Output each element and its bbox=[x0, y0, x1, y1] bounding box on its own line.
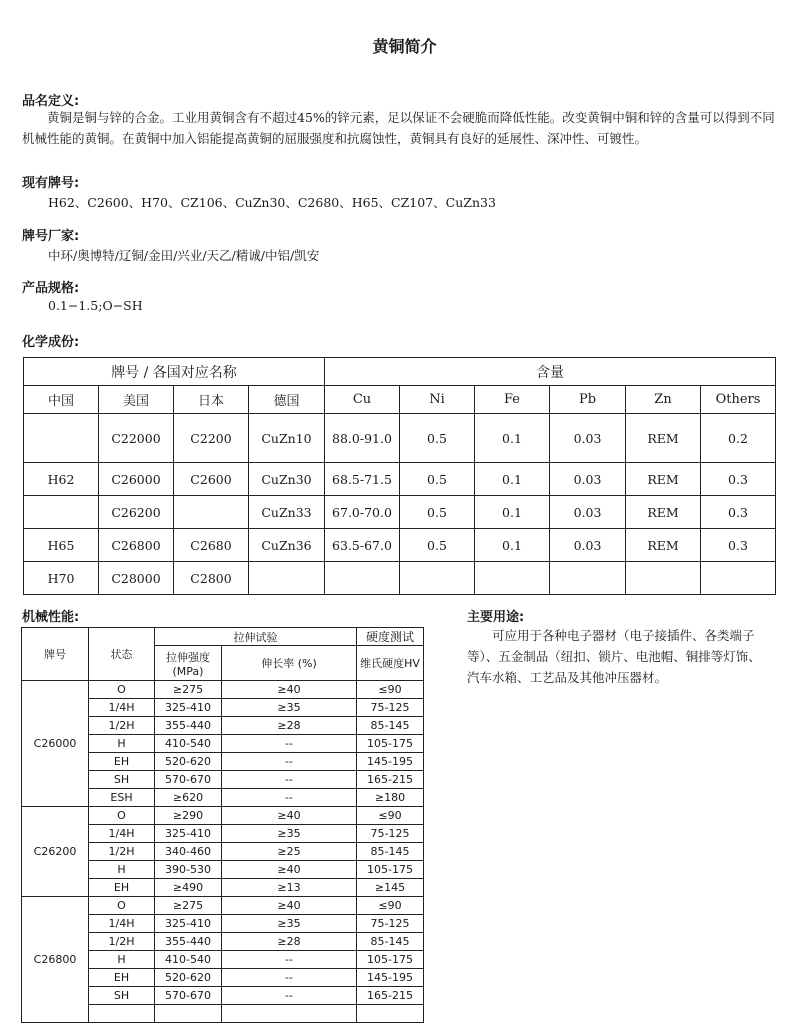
table-cell: SH bbox=[89, 771, 155, 789]
table-cell: 1/4H bbox=[89, 699, 155, 717]
table-cell: C2800 bbox=[174, 562, 249, 595]
table-cell: 1/2H bbox=[89, 933, 155, 951]
table-cell: H70 bbox=[24, 562, 99, 595]
grade-col-header: 牌号 bbox=[22, 628, 89, 681]
table-row bbox=[22, 807, 424, 825]
table-cell: 0.1 bbox=[475, 463, 550, 496]
table-cell: 85-145 bbox=[357, 933, 424, 951]
table-cell: ≥25 bbox=[222, 843, 357, 861]
table-cell: C26000 bbox=[99, 463, 174, 496]
table-cell: ≥40 bbox=[222, 897, 357, 915]
table-cell: ≤90 bbox=[357, 681, 424, 699]
page-title: 黄铜简介 bbox=[372, 37, 437, 56]
table-cell: REM bbox=[626, 496, 701, 529]
table-cell: ≤90 bbox=[357, 897, 424, 915]
table-cell: ≥180 bbox=[357, 789, 424, 807]
table-cell bbox=[626, 562, 701, 595]
table-cell: ≥35 bbox=[222, 699, 357, 717]
table-cell: H62 bbox=[24, 463, 99, 496]
table-cell: ≥13 bbox=[222, 879, 357, 897]
table-cell: CuZn33 bbox=[249, 496, 325, 529]
table-cell: CuZn36 bbox=[249, 529, 325, 562]
table-cell: 0.3 bbox=[701, 496, 776, 529]
table-cell: 0.3 bbox=[701, 463, 776, 496]
specs-text: 0.1−1.5;O−SH bbox=[48, 298, 143, 313]
table-cell bbox=[174, 496, 249, 529]
table-cell: 410-540 bbox=[155, 735, 222, 753]
col-header: Ni bbox=[400, 386, 475, 414]
table-cell: 1/2H bbox=[89, 717, 155, 735]
table-cell: REM bbox=[626, 414, 701, 463]
table-cell: H bbox=[89, 951, 155, 969]
content-group-header: 含量 bbox=[325, 358, 776, 386]
table-cell: 355-440 bbox=[155, 933, 222, 951]
col-header: Pb bbox=[550, 386, 626, 414]
grade-cell: C26200 bbox=[22, 807, 89, 897]
table-cell: 1/4H bbox=[89, 825, 155, 843]
table-cell bbox=[222, 1005, 357, 1023]
table-cell: 68.5-71.5 bbox=[325, 463, 400, 496]
table-cell: 145-195 bbox=[357, 969, 424, 987]
table-cell: C22000 bbox=[99, 414, 174, 463]
table-row bbox=[22, 681, 424, 699]
table-cell: 520-620 bbox=[155, 969, 222, 987]
table-cell: ≥28 bbox=[222, 717, 357, 735]
table-cell: O bbox=[89, 807, 155, 825]
table-cell: -- bbox=[222, 753, 357, 771]
table-cell bbox=[155, 1005, 222, 1023]
table-cell: ≥40 bbox=[222, 861, 357, 879]
table-cell: H bbox=[89, 735, 155, 753]
table-cell: 63.5-67.0 bbox=[325, 529, 400, 562]
state-col-header: 状态 bbox=[89, 628, 155, 681]
table-cell: C2680 bbox=[174, 529, 249, 562]
col-header: Fe bbox=[475, 386, 550, 414]
table-cell: ≥275 bbox=[155, 681, 222, 699]
table-cell: 85-145 bbox=[357, 717, 424, 735]
table-cell: 105-175 bbox=[357, 861, 424, 879]
table-cell bbox=[24, 414, 99, 463]
specs-heading: 产品规格: bbox=[22, 281, 80, 296]
table-cell: ≥275 bbox=[155, 897, 222, 915]
table-cell: 0.1 bbox=[475, 496, 550, 529]
table-cell: 105-175 bbox=[357, 951, 424, 969]
table-cell: 325-410 bbox=[155, 825, 222, 843]
table-cell: 0.03 bbox=[550, 463, 626, 496]
table-cell: 325-410 bbox=[155, 699, 222, 717]
definition-heading: 品名定义: bbox=[22, 94, 80, 109]
table-cell bbox=[701, 562, 776, 595]
table-cell: ≥35 bbox=[222, 825, 357, 843]
table-cell: -- bbox=[222, 789, 357, 807]
table-cell: 570-670 bbox=[155, 771, 222, 789]
table-cell bbox=[249, 562, 325, 595]
table-cell: CuZn30 bbox=[249, 463, 325, 496]
hardness-group-header: 硬度测试 bbox=[357, 628, 424, 646]
chemistry-heading: 化学成份: bbox=[22, 335, 80, 350]
table-cell: REM bbox=[626, 529, 701, 562]
table-cell: 340-460 bbox=[155, 843, 222, 861]
table-cell bbox=[357, 1005, 424, 1023]
table-cell: ≤90 bbox=[357, 807, 424, 825]
table-cell: 105-175 bbox=[357, 735, 424, 753]
definition-text: 黄铜是铜与锌的合金。工业用黄铜含有不超过45%的锌元素，足以保证不会硬脆而降低性能。改变黄铜中铜和锌的含量可以得到不同机械性能的黄铜。在黄铜中加入铝能提高黄铜的屈服强度和抗腐蚀性，黄铜具有良好的延展性、深冲性、可镀性。 bbox=[22, 110, 775, 146]
table-cell: H65 bbox=[24, 529, 99, 562]
table-cell: 165-215 bbox=[357, 987, 424, 1005]
table-cell: O bbox=[89, 681, 155, 699]
table-cell: ≥28 bbox=[222, 933, 357, 951]
manufacturers-heading: 牌号厂家: bbox=[22, 229, 80, 244]
table-cell: 0.03 bbox=[550, 414, 626, 463]
col-header: 德国 bbox=[249, 386, 325, 414]
uses-text: 可应用于各种电子器材（电子接插件、各类端子等）、五金制品（纽扣、锁片、电池帽、铜排等灯饰、汽车水箱、工艺品及其他冲压器材。 bbox=[467, 628, 761, 685]
grade-cell: C26800 bbox=[22, 897, 89, 1023]
table-cell: 0.5 bbox=[400, 414, 475, 463]
table-cell bbox=[475, 562, 550, 595]
table-cell: 355-440 bbox=[155, 717, 222, 735]
table-cell: ≥40 bbox=[222, 681, 357, 699]
table-cell: CuZn10 bbox=[249, 414, 325, 463]
names-group-header: 牌号 / 各国对应名称 bbox=[24, 358, 325, 386]
table-cell: 67.0-70.0 bbox=[325, 496, 400, 529]
col-header: 美国 bbox=[99, 386, 174, 414]
table-cell bbox=[325, 562, 400, 595]
tensile-group-header: 拉伸试验 bbox=[155, 628, 357, 646]
table-cell: C28000 bbox=[99, 562, 174, 595]
table-cell: ESH bbox=[89, 789, 155, 807]
table-cell: C26800 bbox=[99, 529, 174, 562]
table-cell: ≥35 bbox=[222, 915, 357, 933]
table-cell: -- bbox=[222, 771, 357, 789]
table-cell: 325-410 bbox=[155, 915, 222, 933]
table-cell: SH bbox=[89, 987, 155, 1005]
table-cell: 520-620 bbox=[155, 753, 222, 771]
table-cell: 0.03 bbox=[550, 496, 626, 529]
table-cell bbox=[550, 562, 626, 595]
table-cell: 0.5 bbox=[400, 529, 475, 562]
table-cell bbox=[400, 562, 475, 595]
table-cell: ≥290 bbox=[155, 807, 222, 825]
table-cell: 75-125 bbox=[357, 825, 424, 843]
table-cell: ≥490 bbox=[155, 879, 222, 897]
table-row bbox=[24, 463, 776, 496]
col-header: 中国 bbox=[24, 386, 99, 414]
table-cell: C2600 bbox=[174, 463, 249, 496]
grades-text: H62、C2600、H70、CZ106、CuZn30、C2680、H65、CZ107、CuZn33 bbox=[48, 195, 496, 210]
col-header: 日本 bbox=[174, 386, 249, 414]
table-cell: EH bbox=[89, 753, 155, 771]
table-cell: 85-145 bbox=[357, 843, 424, 861]
table-row bbox=[24, 562, 776, 595]
elongation-col-header: 伸长率 (%) bbox=[222, 646, 357, 681]
table-cell: 75-125 bbox=[357, 699, 424, 717]
table-cell: 145-195 bbox=[357, 753, 424, 771]
mechanical-heading: 机械性能: bbox=[22, 610, 80, 625]
table-cell: EH bbox=[89, 879, 155, 897]
table-row bbox=[24, 414, 776, 463]
table-cell: ≥620 bbox=[155, 789, 222, 807]
table-cell: 410-540 bbox=[155, 951, 222, 969]
strength-col-header: 拉伸强度 (MPa) bbox=[155, 646, 222, 681]
table-cell: 88.0-91.0 bbox=[325, 414, 400, 463]
table-cell bbox=[89, 1005, 155, 1023]
table-cell: H bbox=[89, 861, 155, 879]
table-cell bbox=[24, 496, 99, 529]
table-cell: 0.1 bbox=[475, 529, 550, 562]
table-cell: -- bbox=[222, 951, 357, 969]
chemical-composition-table bbox=[23, 357, 776, 595]
table-cell: ≥145 bbox=[357, 879, 424, 897]
table-cell: 0.2 bbox=[701, 414, 776, 463]
col-header: Zn bbox=[626, 386, 701, 414]
table-cell: C26200 bbox=[99, 496, 174, 529]
grades-heading: 现有牌号: bbox=[22, 176, 80, 191]
uses-heading: 主要用途: bbox=[467, 610, 525, 625]
table-cell: -- bbox=[222, 969, 357, 987]
col-header: Others bbox=[701, 386, 776, 414]
table-cell: -- bbox=[222, 987, 357, 1005]
table-cell: ≥40 bbox=[222, 807, 357, 825]
table-cell: C2200 bbox=[174, 414, 249, 463]
table-row bbox=[22, 897, 424, 915]
grade-cell: C26000 bbox=[22, 681, 89, 807]
col-header: Cu bbox=[325, 386, 400, 414]
table-cell: 165-215 bbox=[357, 771, 424, 789]
table-cell: 75-125 bbox=[357, 915, 424, 933]
table-cell: 390-530 bbox=[155, 861, 222, 879]
table-cell: 0.5 bbox=[400, 463, 475, 496]
table-cell: 1/4H bbox=[89, 915, 155, 933]
table-row bbox=[24, 496, 776, 529]
mechanical-properties-table bbox=[21, 627, 424, 1023]
table-cell: 0.1 bbox=[475, 414, 550, 463]
table-cell: 0.03 bbox=[550, 529, 626, 562]
table-cell: 570-670 bbox=[155, 987, 222, 1005]
table-cell: REM bbox=[626, 463, 701, 496]
table-cell: 1/2H bbox=[89, 843, 155, 861]
table-cell: EH bbox=[89, 969, 155, 987]
table-cell: 0.3 bbox=[701, 529, 776, 562]
hv-col-header: 维氏硬度HV bbox=[357, 646, 424, 681]
table-cell: -- bbox=[222, 735, 357, 753]
table-cell: O bbox=[89, 897, 155, 915]
manufacturers-text: 中环/奥博特/辽铜/金田/兴业/天乙/精诚/中铝/凯安 bbox=[48, 248, 320, 263]
table-cell: 0.5 bbox=[400, 496, 475, 529]
table-row bbox=[24, 529, 776, 562]
